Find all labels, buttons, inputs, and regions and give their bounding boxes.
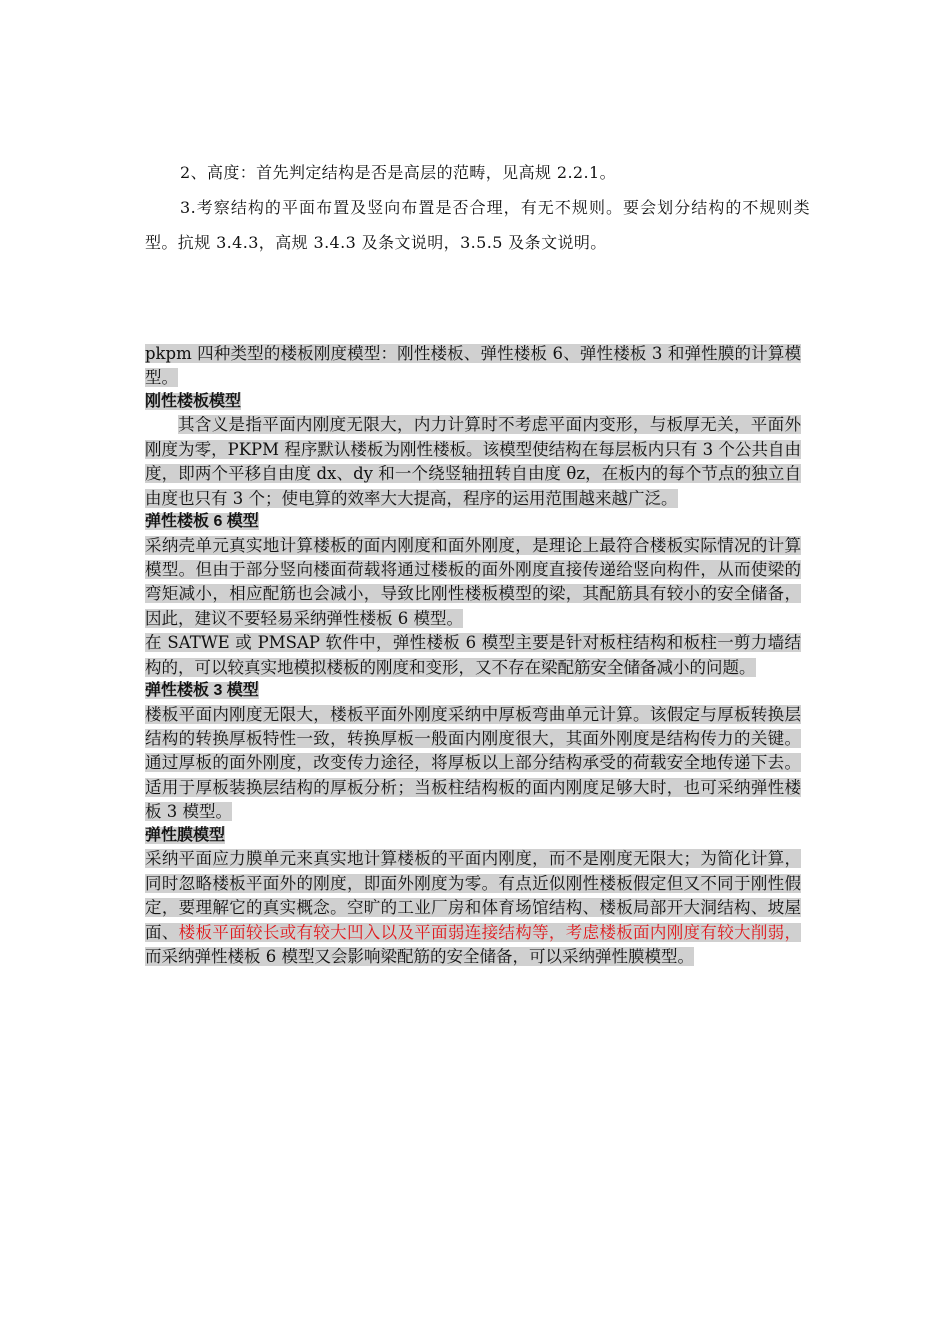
intro-section [145, 155, 810, 260]
elastic6-text-2: 在 SATWE 或 PMSAP 软件中，弹性楼板 6 模型主要是针对板柱结构和板柱一剪力墙结构的，可以较真实地模拟楼板的刚度和变形，又不存在梁配筋安全储备减小的问题。 [145, 633, 801, 677]
elastic3-heading [145, 680, 801, 703]
floor-model-overview [145, 342, 801, 391]
membrane-text-a: 采纳平面应力膜单元来真实地计算楼板的平面内刚度，而不是刚度无限大；为简化计算，同时忽略楼板平面外的刚度，即面外刚度为零。有点近似刚性楼板假定但又不同于刚性假定，要理解它的真实概念。空旷的工业厂房和体育场馆结构、楼板局部开大洞结构、坡屋面、 [145, 849, 801, 942]
rigid-floor-text: 其含义是指平面内刚度无限大，内力计算时不考虑平面内变形，与板厚无关，平面外刚度为零，PKPM 程序默认楼板为刚性楼板。该模型使结构在每层板内只有 3 个公共自由度，即两个平移自由度 dx、dy 和一个绕竖轴扭转自由度 θz，在板内的每个节点的独立自由度也只有 3 个；使电算的效率大大提高，程序的运用范围越来越广泛。 [145, 415, 801, 508]
membrane-title: 弹性膜模型 [145, 826, 226, 844]
elastic6-text-1: 采纳壳单元真实地计算楼板的面内刚度和面外刚度，是理论上最符合楼板实际情况的计算模型。但由于部分竖向楼面荷载将通过楼板的面外刚度直接传递给竖向构件，从而使梁的弯矩减小，相应配筋也会减小，导致比刚性楼板模型的梁，其配筋具有较小的安全储备，因此，建议不要轻易采纳弹性楼板 6 模型。 [145, 535, 801, 628]
elastic6-body-2 [145, 631, 801, 680]
elastic3-text: 楼板平面内刚度无限大，楼板平面外刚度采纳中厚板弯曲单元计算。该假定与厚板转换层结构的转换厚板特性一致，转换厚板一般面内刚度很大，其面外刚度是结构传力的关键。通过厚板的面外刚度，改变传力途径，将厚板以上部分结构承受的荷载安全地传递下去。适用于厚板装换层结构的厚板分析；当板柱结构板的面内刚度足够大时，也可采纳弹性楼板 3 模型。 [145, 704, 801, 822]
membrane-body [145, 847, 801, 969]
elastic6-body-1 [145, 534, 801, 632]
membrane-text-b: 而采纳弹性楼板 6 模型又会影响梁配筋的安全储备，可以采纳弹性膜模型。 [145, 946, 694, 966]
layout-regularity-paragraph: 3.考察结构的平面布置及竖向布置是否合理，有无不规则。要会划分结构的不规则类型。抗规 3.4.3，高规 3.4.3 及条文说明，3.5.5 及条文说明。 [145, 198, 810, 252]
membrane-heading [145, 825, 801, 848]
rigid-floor-heading [145, 391, 801, 414]
membrane-emphasis-text: 楼板平面较长或有较大凹入以及平面弱连接结构等，考虑楼板面内刚度有较大削弱， [178, 922, 802, 942]
elastic3-body [145, 703, 801, 825]
rigid-floor-title: 刚性楼板模型 [145, 392, 242, 410]
overview-text: pkpm 四种类型的楼板刚度模型：刚性楼板、弹性楼板 6、弹性楼板 3 和弹性膜的计算模型。 [145, 344, 801, 388]
rigid-floor-body [145, 413, 801, 511]
height-criterion-paragraph: 2、高度：首先判定结构是否是高层的范畴，见高规 2.2.1。 [180, 163, 616, 182]
elastic3-title: 弹性楼板 3 模型 [145, 682, 259, 700]
floor-stiffness-section [145, 342, 801, 969]
elastic6-heading [145, 511, 801, 534]
elastic6-title: 弹性楼板 6 模型 [145, 513, 259, 531]
